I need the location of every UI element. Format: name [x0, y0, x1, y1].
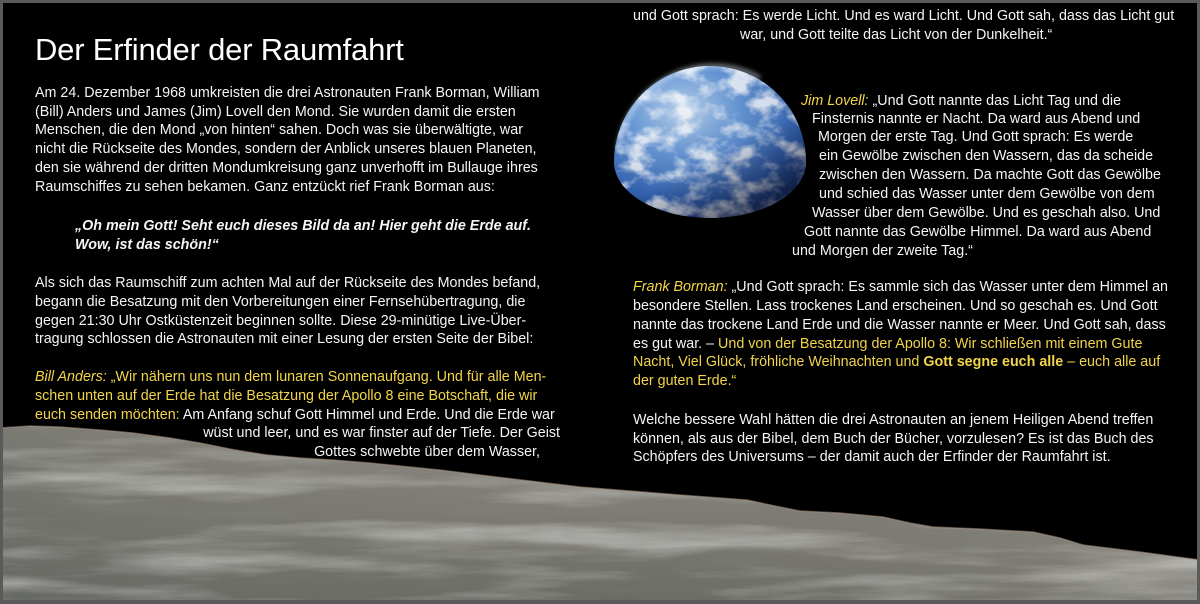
borman-line: besondere Stellen. Lass trockenes Land erscheinen. Und so geschah es. Und Gott [633, 298, 1158, 314]
closing-line: Schöpfers des Universums – der damit auch der Erfinder der Raumfahrt ist. [633, 449, 1111, 465]
quote-line: Wow, ist das schön!“ [75, 237, 219, 253]
lovell-line: ein Gewölbe zwischen den Wassern, das da scheide [819, 148, 1154, 164]
broadcast-line: tragung schlossen die Astronauten mit einer Lesung der ersten Seite der Bibel: [35, 331, 534, 347]
page-title: Der Erfinder der Raumfahrt [35, 32, 404, 67]
intro-line: den sie während der dritten Mondumkreisung ganz unverhofft im Bullauge ihres [35, 159, 538, 176]
closing-line: können, als aus der Bibel, dem Buch der Bücher, vorzulesen? Es ist das Buch des [633, 431, 1154, 447]
genesis-line: und Gott sprach: Es werde Licht. Und es ward Licht. Und Gott sah, dass das Licht gut [633, 8, 1175, 24]
speaker-label: Bill Anders: [35, 369, 107, 385]
anders-line [35, 368, 546, 386]
lovell-line: und schied das Wasser unter dem Gewölbe von dem [819, 186, 1155, 202]
anders-line: wüst und leer, und es war finster auf der Tiefe. Der Geist [203, 425, 560, 441]
borman-line [633, 278, 1168, 296]
lovell-line: Wasser über dem Gewölbe. Und es geschah also. Und [812, 205, 1161, 221]
earth-image [600, 60, 820, 230]
genesis-line: war, und Gott teilte das Licht von der Dunkelheit.“ [740, 27, 1053, 43]
lovell-line: Morgen der erste Tag. Und Gott sprach: Es werde [818, 129, 1134, 145]
borman-highlight: – euch alle auf [1067, 354, 1161, 370]
anders-highlight: euch senden möchten: [35, 407, 180, 423]
intro-line: Am 24. Dezember 1968 umkreisten die drei Astronauten Frank Borman, William [35, 85, 540, 101]
borman-line: der guten Erde.“ [633, 373, 737, 389]
anders-line: schen unten auf der Erde hat die Besatzung der Apollo 8 eine Botschaft, die wir [35, 388, 538, 404]
anders-line: Gottes schwebte über dem Wasser, [314, 444, 540, 460]
lovell-line: zwischen den Wassern. Da machte Gott das Gewölbe [819, 167, 1161, 183]
anders-text: „Wir nähern uns nun dem lunaren Sonnenaufgang. Und für alle Men- [110, 369, 547, 385]
borman-line: nannte das trockene Land Erde und die Wasser nannte er Meer. Und Gott sah, dass [633, 317, 1166, 333]
anders-text: Am Anfang schuf Gott Himmel und Erde. Und die Erde war [182, 407, 555, 423]
borman-text: es gut war. – [633, 336, 715, 352]
lovell-line: und Morgen der zweite Tag.“ [792, 243, 973, 259]
quote-line: „Oh mein Gott! Seht euch dieses Bild da an! Hier geht die Erde auf. [75, 218, 531, 234]
intro-line: nicht die Rückseite des Mondes, sondern der Anblick unseres blauen Planeten, [35, 141, 537, 158]
intro-line: (Bill) Anders und James (Jim) Lovell den Mond. Sie wurden damit die ersten [35, 103, 516, 120]
borman-highlight: Nacht, Viel Glück, fröhliche Weihnachten und [633, 354, 920, 370]
borman-bold-highlight: Gott segne euch alle [923, 354, 1064, 370]
speaker-label: Frank Borman: [633, 279, 728, 295]
speaker-label: Jim Lovell: [801, 93, 869, 109]
lovell-line [801, 92, 1121, 110]
anders-line [35, 406, 555, 424]
borman-line [633, 353, 1160, 371]
borman-line [633, 335, 1142, 353]
lovell-line: Gott nannte das Gewölbe Himmel. Da ward aus Abend [804, 224, 1152, 240]
broadcast-line: begann die Besatzung mit den Vorbereitungen einer Fernsehübertragung, die [35, 294, 526, 310]
lovell-text: „Und Gott nannte das Licht Tag und die [872, 93, 1122, 109]
intro-line: Raumschiffes zu sehen bekamen. Ganz entzückt rief Frank Borman aus: [35, 178, 495, 195]
borman-text: „Und Gott sprach: Es sammle sich das Wasser unter dem Himmel an [731, 279, 1169, 295]
borman-highlight: Und von der Besatzung der Apollo 8: Wir schließen mit einem Gute [718, 336, 1143, 352]
broadcast-line: Als sich das Raumschiff zum achten Mal auf der Rückseite des Mondes befand, [35, 275, 541, 291]
closing-line: Welche bessere Wahl hätten die drei Astronauten an jenem Heiligen Abend treffen [633, 412, 1154, 428]
intro-line: Menschen, die den Mond „von hinten“ sahen. Doch was sie überwältigte, war [35, 122, 523, 139]
lovell-line: Finsternis nannte er Nacht. Da ward aus Abend und [812, 111, 1141, 127]
broadcast-line: gegen 21:30 Uhr Ostküstenzeit beginnen sollte. Diese 29-minütige Live-Über- [35, 313, 527, 329]
